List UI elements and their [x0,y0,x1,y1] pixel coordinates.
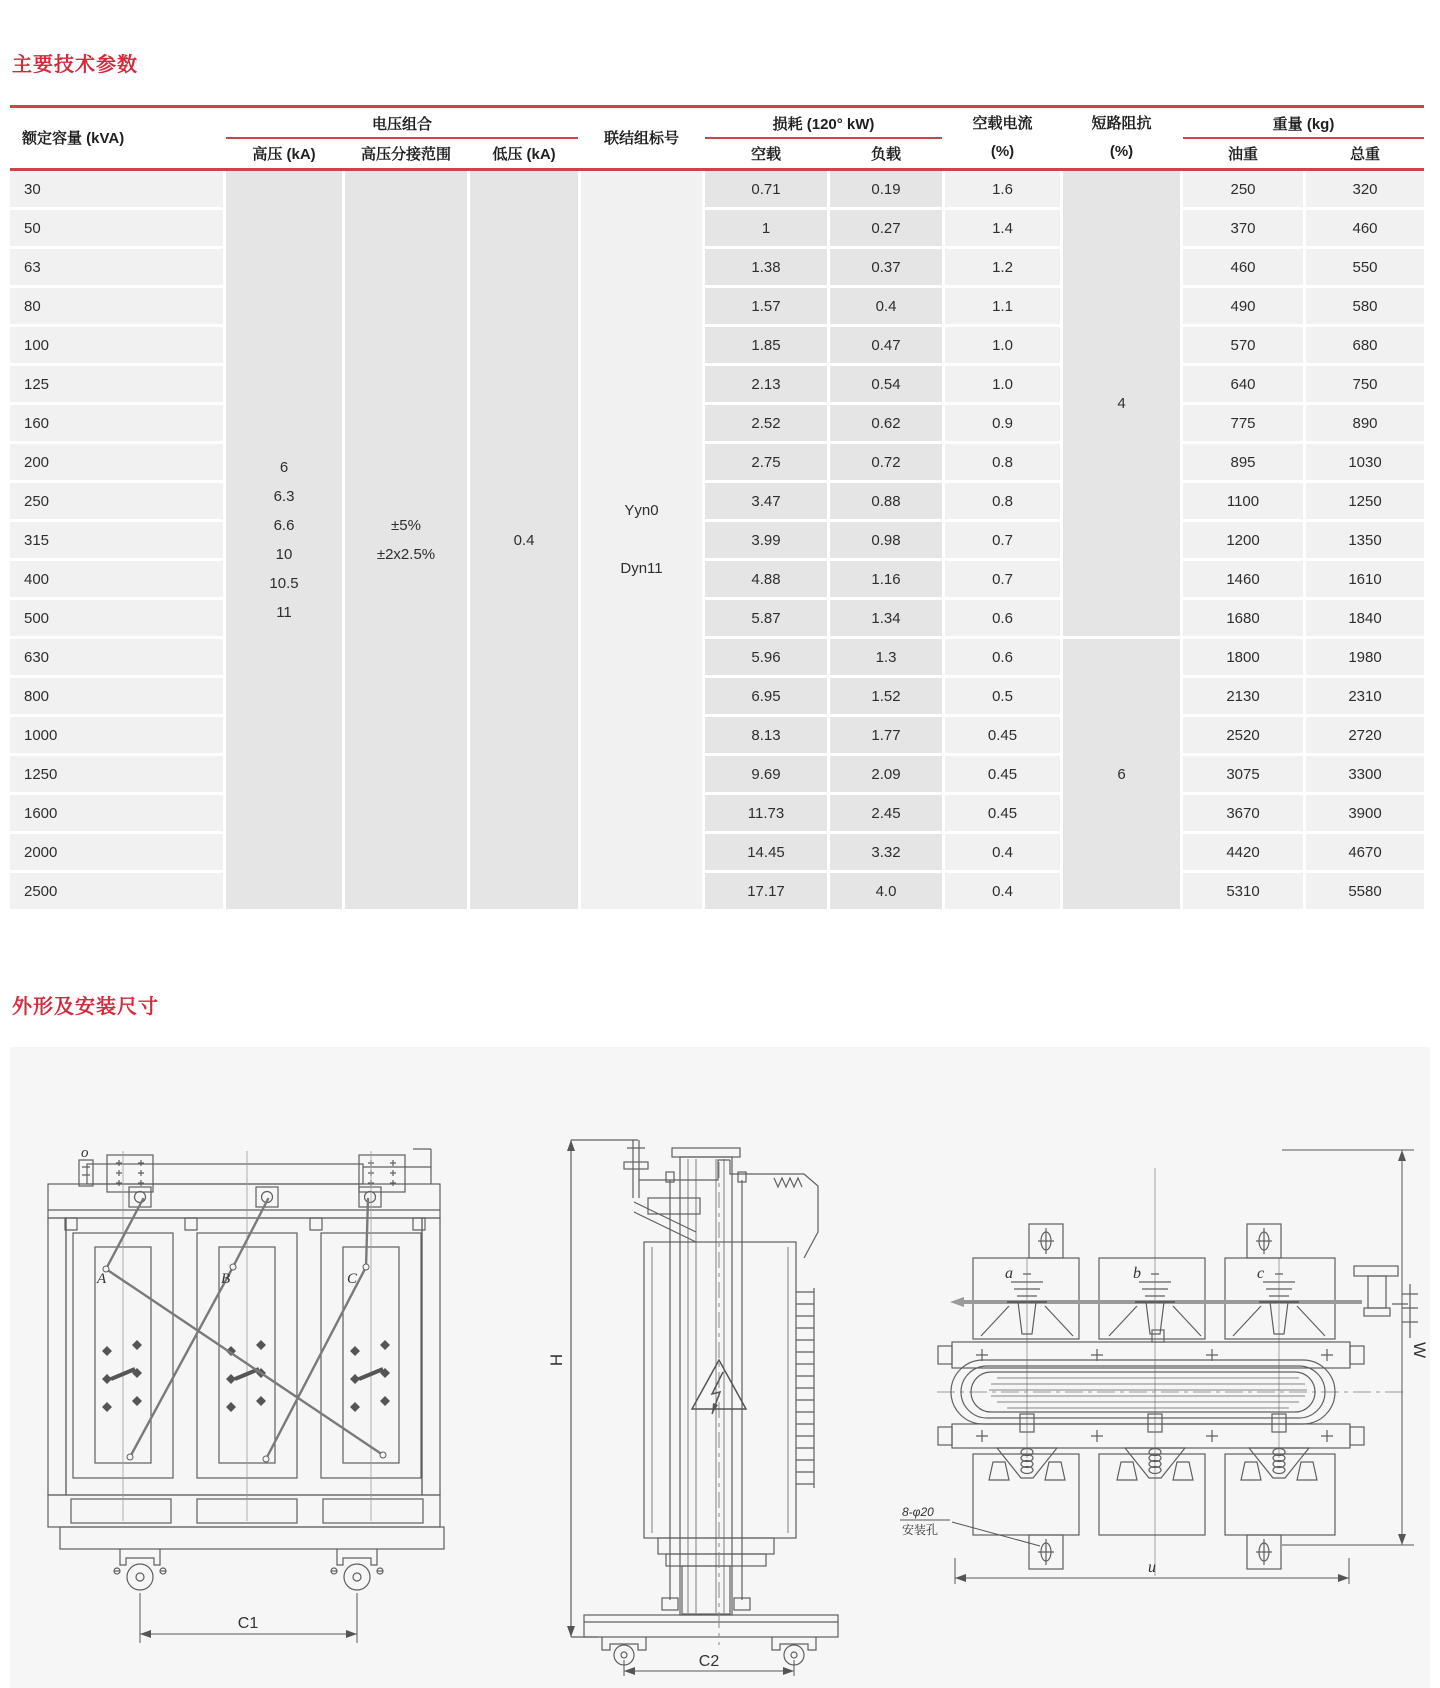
cell-noload-current: 0.6 [945,600,1060,636]
label-a: a [1005,1265,1013,1282]
cell-noload-loss: 4.88 [705,561,827,597]
cell-oil-weight: 1100 [1183,483,1303,519]
col-header-vector-group: 联结组标号 [603,129,679,147]
impedance-line1: 短路阻抗 [1091,114,1152,132]
voltage-group-rule [226,137,578,139]
cell-total-weight: 890 [1306,405,1424,441]
cell-total-weight: 3300 [1306,756,1424,792]
cell-noload-loss: 6.95 [705,678,827,714]
cell-kva: 400 [10,561,223,597]
cell-oil-weight: 250 [1183,171,1303,207]
cell-vector-group-merged: Yyn0 Dyn11 [581,171,702,909]
cell-noload-loss: 1 [705,210,827,246]
label-o: o [81,1145,89,1161]
cell-load-loss: 3.32 [830,834,942,870]
cell-kva: 2000 [10,834,223,870]
cell-load-loss: 0.27 [830,210,942,246]
cell-total-weight: 460 [1306,210,1424,246]
col-header-tap-range: 高压分接范围 [360,145,451,163]
label-c: c [1257,1265,1265,1282]
cell-kva: 30 [10,171,223,207]
label-c1: C1 [237,1615,259,1632]
col-group-loss: 损耗 (120° kW) [772,115,875,133]
cell-kva: 100 [10,327,223,363]
cell-kva: 200 [10,444,223,480]
cell-load-loss: 0.54 [830,366,942,402]
cell-noload-loss: 14.45 [705,834,827,870]
cell-noload-current: 1.2 [945,249,1060,285]
cell-total-weight: 3900 [1306,795,1424,831]
col-group-voltage: 电压组合 [371,115,432,133]
front-view-drawing [35,1063,470,1653]
cell-noload-current: 1.4 [945,210,1060,246]
cell-load-loss: 0.62 [830,405,942,441]
cell-noload-current: 0.5 [945,678,1060,714]
cell-total-weight: 550 [1306,249,1424,285]
cell-noload-loss: 3.99 [705,522,827,558]
top-view-drawing [862,1106,1432,1656]
cell-total-weight: 1350 [1306,522,1424,558]
cell-load-loss: 0.72 [830,444,942,480]
cell-noload-current: 1.0 [945,327,1060,363]
cell-oil-weight: 570 [1183,327,1303,363]
cell-noload-current: 0.9 [945,405,1060,441]
cell-noload-current: 1.0 [945,366,1060,402]
cell-noload-loss: 8.13 [705,717,827,753]
cell-kva: 315 [10,522,223,558]
cell-tap-range-merged: ±5% ±2x2.5% [345,171,467,909]
label-u: u [1148,1559,1156,1576]
cell-noload-current: 0.45 [945,717,1060,753]
cell-load-loss: 1.52 [830,678,942,714]
cell-noload-loss: 2.52 [705,405,827,441]
cell-oil-weight: 4420 [1183,834,1303,870]
cell-total-weight: 1980 [1306,639,1424,675]
col-header-noload-loss: 空载 [750,145,781,163]
cell-noload-current: 0.6 [945,639,1060,675]
cell-total-weight: 320 [1306,171,1424,207]
cell-kva: 50 [10,210,223,246]
cell-load-loss: 0.4 [830,288,942,324]
cell-load-loss: 0.47 [830,327,942,363]
cell-load-loss: 2.45 [830,795,942,831]
cell-noload-loss: 0.71 [705,171,827,207]
section-title-dimensions: 外形及安装尺寸 [12,996,159,1018]
cell-noload-loss: 2.75 [705,444,827,480]
cell-impedance-merged: 6 [1063,639,1180,909]
side-view-drawing [486,1060,856,1678]
cell-load-loss: 1.77 [830,717,942,753]
cell-oil-weight: 460 [1183,249,1303,285]
label-phase-a: A [97,1271,107,1287]
col-header-oil-weight: 油重 [1227,145,1258,163]
cell-total-weight: 580 [1306,288,1424,324]
cell-total-weight: 1030 [1306,444,1424,480]
cell-kva: 500 [10,600,223,636]
cell-kva: 630 [10,639,223,675]
cell-noload-loss: 1.57 [705,288,827,324]
cell-total-weight: 750 [1306,366,1424,402]
cell-noload-current: 0.4 [945,834,1060,870]
cell-load-loss: 1.3 [830,639,942,675]
label-w: W [1410,1341,1429,1359]
cell-load-loss: 2.09 [830,756,942,792]
cell-hv-merged: 6 6.3 6.6 10 10.5 11 [226,171,342,909]
cell-kva: 125 [10,366,223,402]
cell-oil-weight: 3075 [1183,756,1303,792]
cell-load-loss: 0.37 [830,249,942,285]
cell-kva: 63 [10,249,223,285]
cell-load-loss: 0.19 [830,171,942,207]
cell-noload-current: 0.8 [945,483,1060,519]
cell-oil-weight: 775 [1183,405,1303,441]
label-b: b [1133,1265,1141,1282]
cell-noload-current: 0.8 [945,444,1060,480]
cell-noload-loss: 9.69 [705,756,827,792]
cell-noload-current: 0.7 [945,522,1060,558]
cell-total-weight: 1250 [1306,483,1424,519]
cell-kva: 80 [10,288,223,324]
cell-total-weight: 5580 [1306,873,1424,909]
cell-noload-loss: 17.17 [705,873,827,909]
cell-oil-weight: 1680 [1183,600,1303,636]
cell-load-loss: 0.88 [830,483,942,519]
cell-noload-loss: 11.73 [705,795,827,831]
cell-oil-weight: 370 [1183,210,1303,246]
cell-oil-weight: 5310 [1183,873,1303,909]
technical-parameters-table [10,171,1424,909]
label-c2: C2 [698,1653,720,1670]
cell-load-loss: 1.16 [830,561,942,597]
cell-noload-current: 0.4 [945,873,1060,909]
noload-current-line2: (%) [990,142,1015,160]
cell-kva: 250 [10,483,223,519]
cell-kva: 160 [10,405,223,441]
col-header-impedance [1063,109,1180,166]
cell-load-loss: 1.34 [830,600,942,636]
label-phase-c: C [347,1271,358,1287]
impedance-line2: (%) [1109,142,1134,160]
col-header-lv: 低压 (kA) [492,145,556,163]
cell-noload-loss: 2.13 [705,366,827,402]
cell-noload-loss: 1.85 [705,327,827,363]
cell-kva: 2500 [10,873,223,909]
cell-oil-weight: 3670 [1183,795,1303,831]
cell-load-loss: 4.0 [830,873,942,909]
cell-noload-current: 0.45 [945,756,1060,792]
cell-impedance-merged: 4 [1063,171,1180,636]
col-header-load-loss: 负载 [870,145,901,163]
cell-oil-weight: 1460 [1183,561,1303,597]
noload-current-line1: 空载电流 [972,114,1033,132]
cell-noload-loss: 3.47 [705,483,827,519]
label-mount-note-1: 8-φ20 [902,1505,934,1519]
cell-oil-weight: 640 [1183,366,1303,402]
cell-noload-loss: 5.96 [705,639,827,675]
cell-total-weight: 2720 [1306,717,1424,753]
section-title-parameters: 主要技术参数 [12,54,138,76]
cell-noload-loss: 5.87 [705,600,827,636]
cell-oil-weight: 490 [1183,288,1303,324]
col-header-noload-current [945,109,1060,166]
col-header-total-weight: 总重 [1349,145,1380,163]
cell-lv-merged: 0.4 [470,171,578,909]
cell-total-weight: 2310 [1306,678,1424,714]
col-header-capacity: 额定容量 (kVA) [22,129,125,147]
cell-total-weight: 4670 [1306,834,1424,870]
cell-oil-weight: 2520 [1183,717,1303,753]
cell-kva: 800 [10,678,223,714]
cell-load-loss: 0.98 [830,522,942,558]
label-mount-note-2: 安装孔 [902,1523,939,1537]
cell-total-weight: 1840 [1306,600,1424,636]
cell-oil-weight: 1200 [1183,522,1303,558]
cell-noload-current: 0.45 [945,795,1060,831]
label-phase-b: B [221,1271,231,1287]
cell-total-weight: 1610 [1306,561,1424,597]
cell-kva: 1250 [10,756,223,792]
weight-group-rule [1183,137,1424,139]
cell-oil-weight: 1800 [1183,639,1303,675]
loss-group-rule [705,137,942,139]
cell-noload-current: 1.6 [945,171,1060,207]
col-group-weight: 重量 (kg) [1272,115,1335,133]
cell-oil-weight: 2130 [1183,678,1303,714]
cell-total-weight: 680 [1306,327,1424,363]
cell-noload-current: 0.7 [945,561,1060,597]
cell-kva: 1600 [10,795,223,831]
cell-kva: 1000 [10,717,223,753]
label-h: H [547,1353,566,1367]
col-header-hv: 高压 (kA) [252,145,316,163]
cell-oil-weight: 895 [1183,444,1303,480]
cell-noload-current: 1.1 [945,288,1060,324]
cell-noload-loss: 1.38 [705,249,827,285]
